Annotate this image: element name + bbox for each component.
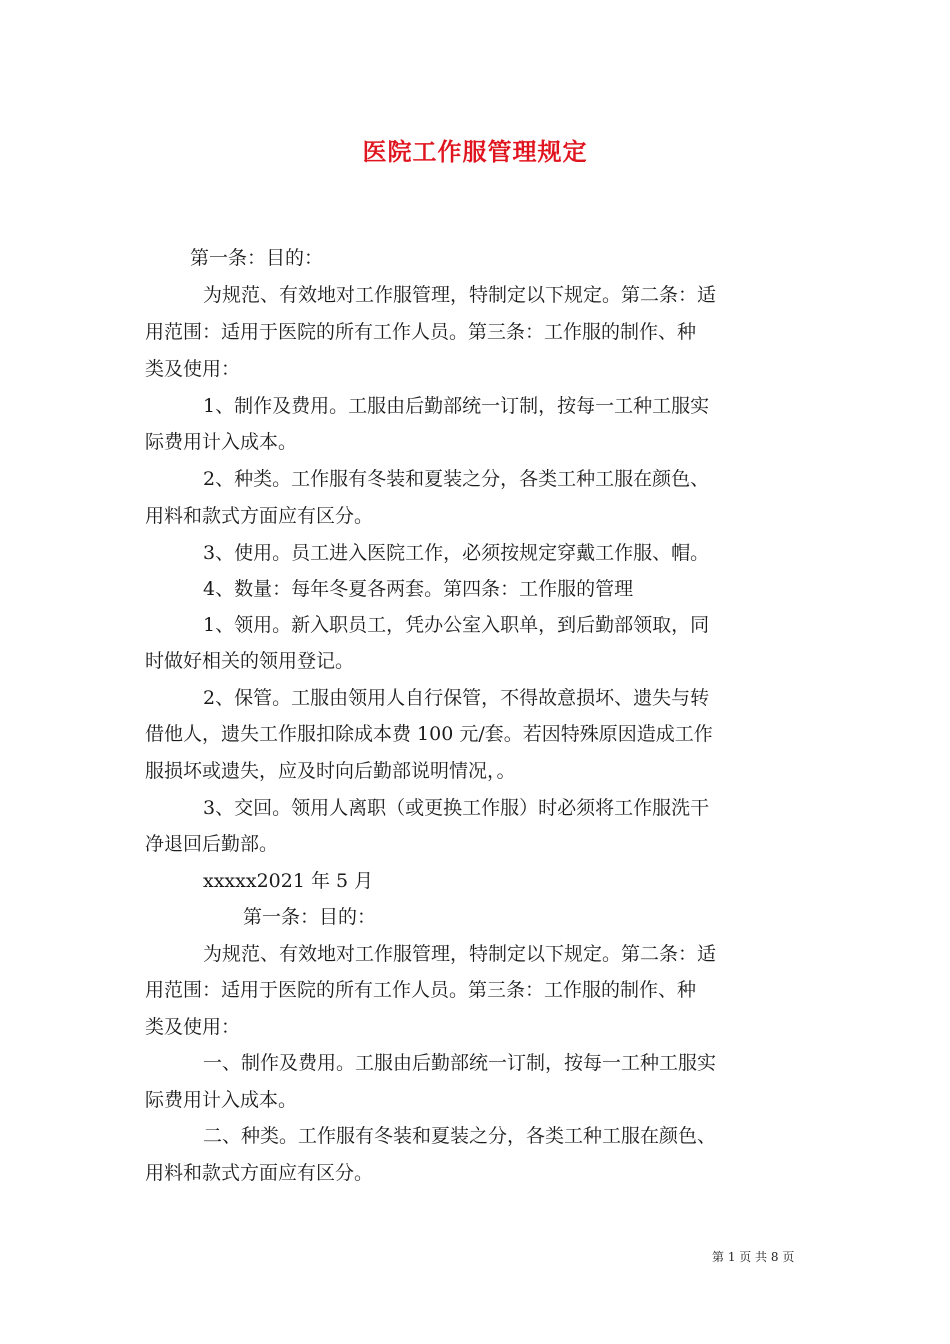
paragraph-line: 际费用计入成本。 [145,1089,298,1111]
paragraph-line: 一、制作及费用。工服由后勤部统一订制，按每一工种工服实 [203,1052,717,1074]
paragraph-line: 1、制作及费用。工服由后勤部统一订制，按每一工种工服实 [203,395,710,417]
paragraph-line: 服损坏或遗失，应及时向后勤部说明情况，。 [145,760,516,782]
paragraph-line: 3、使用。员工进入医院工作，必须按规定穿戴工作服、帽。 [203,542,710,564]
paragraph-line: 借他人，遗失工作服扣除成本费 100 元/套。若因特殊原因造成工作 [145,723,713,745]
paragraph-line: 3、交回。领用人离职（或更换工作服）时必须将工作服洗干 [203,797,710,819]
paragraph-line: 类及使用： [145,358,241,380]
paragraph-line: 时做好相关的领用登记。 [145,650,355,672]
paragraph-line: 为规范、有效地对工作服管理，特制定以下规定。第二条：适 [203,284,717,306]
paragraph-line: 4、数量：每年冬夏各两套。第四条：工作服的管理 [203,578,634,600]
paragraph-line: 1、领用。新入职员工，凭办公室入职单，到后勤部领取，同 [203,614,710,636]
paragraph-line: 际费用计入成本。 [145,431,298,453]
date-line: xxxxx2021 年 5 月 [203,870,374,892]
paragraph-line: 2、种类。工作服有冬装和夏装之分，各类工种工服在颜色、 [203,468,710,490]
paragraph-line: 为规范、有效地对工作服管理，特制定以下规定。第二条：适 [203,943,717,965]
paragraph-line: 2、保管。工服由领用人自行保管，不得故意损坏、遗失与转 [203,687,710,709]
paragraph-line: 用料和款式方面应有区分。 [145,505,374,527]
document-title: 医院工作服管理规定 [362,137,588,166]
paragraph-line: 二、种类。工作服有冬装和夏装之分，各类工种工服在颜色、 [203,1125,717,1147]
paragraph-line: 用范围：适用于医院的所有工作人员。第三条：工作服的制作、种 [145,321,697,343]
paragraph-line: 净退回后勤部。 [145,833,279,855]
page-number: 第 1 页 共 8 页 [712,1250,795,1264]
paragraph-line: 用范围：适用于医院的所有工作人员。第三条：工作服的制作、种 [145,979,697,1001]
paragraph-line: 用料和款式方面应有区分。 [145,1162,374,1184]
paragraph-line: 第一条：目的： [243,906,377,928]
paragraph-line: 第一条：目的： [190,247,324,269]
paragraph-line: 类及使用： [145,1016,241,1038]
